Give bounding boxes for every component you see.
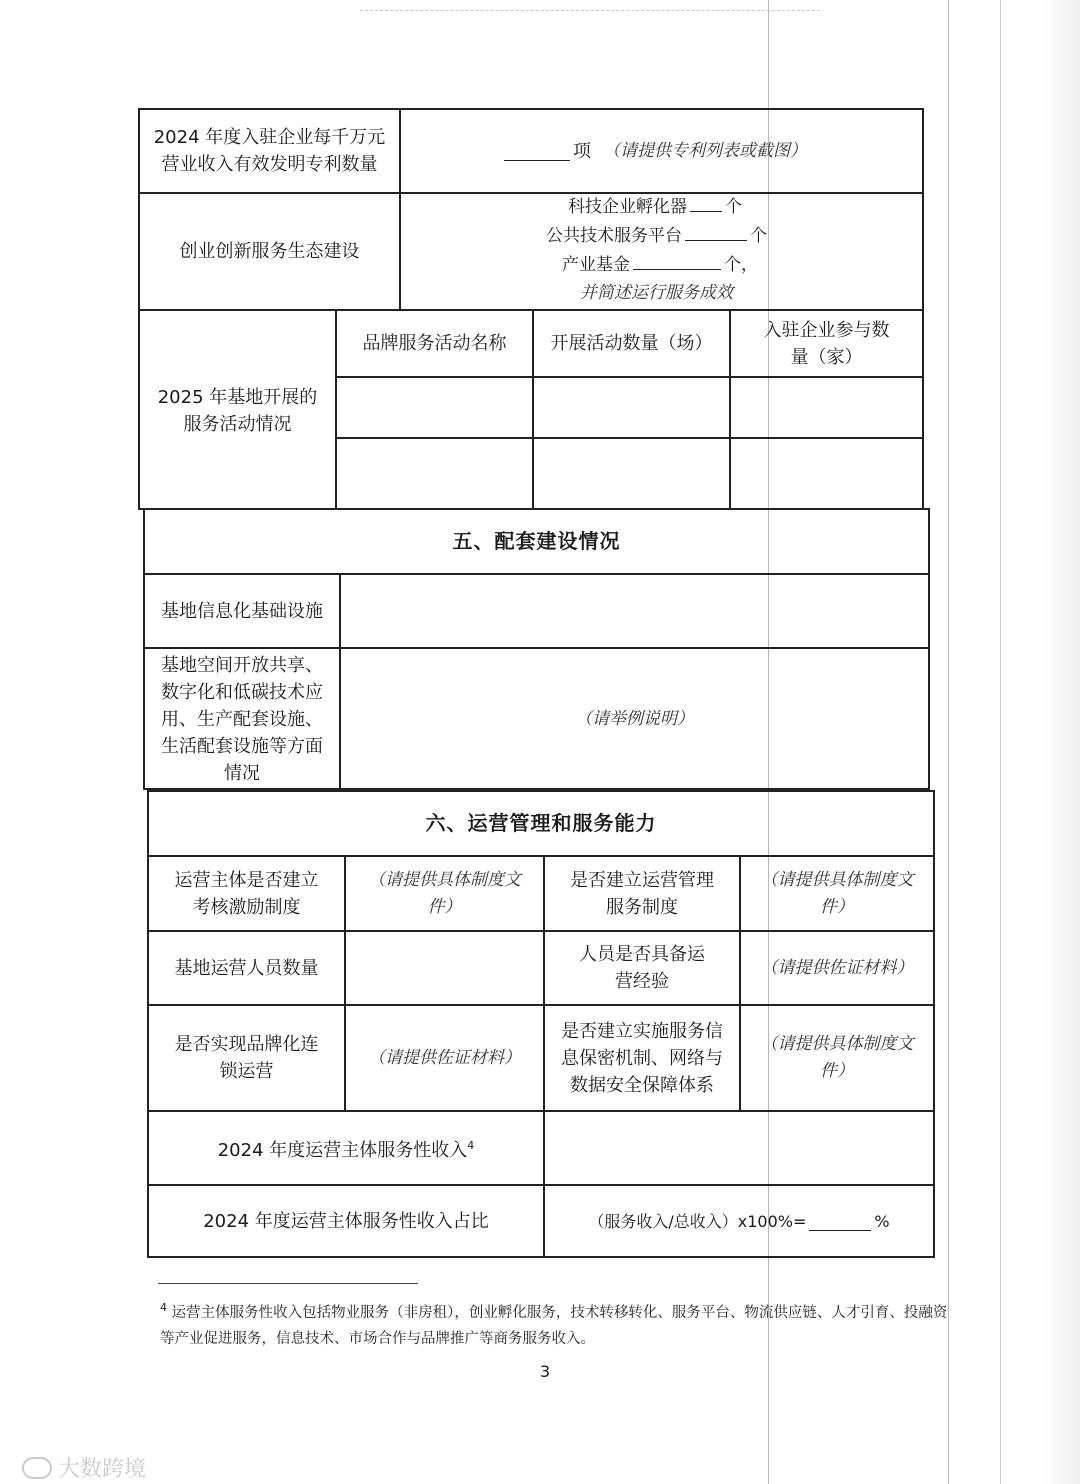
patent-value: 项 （请提供专利列表或截图） [401,110,922,192]
ops-management-note: （请提供具体制度文件） [760,869,914,917]
assessment-note: （请提供具体制度文件） [368,869,521,917]
page-edge-shadow [1040,0,1080,1484]
incubator-count-blank[interactable] [690,193,722,212]
footnote-separator [158,1283,418,1284]
info-infrastructure-label: 基地信息化基础设施 [161,600,323,622]
space-label: 基地空间开放共享、数字化和低碳技术应用、生产配套设施、生活配套设施等方面情况 [161,655,323,784]
service-income-ratio-label: 2024 年度运营主体服务性收入占比 [203,1210,489,1232]
activities-col-companies: 入驻企业参与数量（家） [763,319,890,368]
activities-col-count: 开展活动数量（场） [550,333,713,354]
scan-artifact-line [1000,0,1001,1484]
section5-title: 五、配套建设情况 [452,529,621,553]
service-income-label: 2024 年度运营主体服务性收入$^4$ [217,1139,475,1161]
scan-artifact-mark [360,0,820,11]
fund-count-blank[interactable] [633,251,721,270]
watermark-logo-icon [22,1457,52,1479]
service-income-ratio-value: （服务收入/总收入）x100%= % [588,1211,890,1231]
ops-management-label: 是否建立运营管理服务制度 [570,869,714,918]
platform-count-blank[interactable] [685,222,747,241]
chain-ops-label: 是否实现品牌化连锁运营 [174,1034,319,1082]
footnote [160,1295,960,1352]
staff-experience-label: 人员是否具备运营经验 [579,944,705,992]
watermark: 大数跨境 [22,1452,146,1483]
footnote-text: 运营主体服务性收入包括物业服务（非房租），创业孵化服务，技术转移转化、服务平台、物流供应链、人才引育、投融资等产业促进服务，信息技术、市场合作与品牌推广等商务服务收入。 [160,1304,948,1347]
space-note: （请举例说明） [575,709,694,729]
assessment-label: 运营主体是否建立考核激励制度 [174,869,319,918]
staff-count-label: 基地运营人员数量 [174,957,319,979]
patent-count-blank[interactable] [504,142,570,161]
section6-title: 六、运营管理和服务能力 [425,811,657,835]
activities-label: 2025 年基地开展的服务活动情况 [157,386,318,435]
ecosystem-label: 创业创新服务生态建设 [179,241,360,262]
patent-label: 2024 年度入驻企业每千万元营业收入有效发明专利数量 [153,127,386,175]
page-number: 3 [540,1362,551,1381]
scan-artifact-line [948,0,949,1484]
chain-ops-note: （请提供佐证材料） [368,1047,521,1068]
ratio-blank[interactable] [809,1212,871,1231]
data-security-label: 是否建立实施服务信息保密机制、网络与数据安全保障体系 [561,1020,723,1096]
data-security-note: （请提供具体制度文件） [760,1034,914,1081]
footnote-mark: 4 [160,1301,167,1314]
ecosystem-value: 科技企业孵化器 个 公共技术服务平台 个 产业基金 个， 并简述运行服务成效 [400,190,920,310]
activities-col-name: 品牌服务活动名称 [362,333,507,354]
staff-experience-note: （请提供佐证材料） [760,957,914,978]
